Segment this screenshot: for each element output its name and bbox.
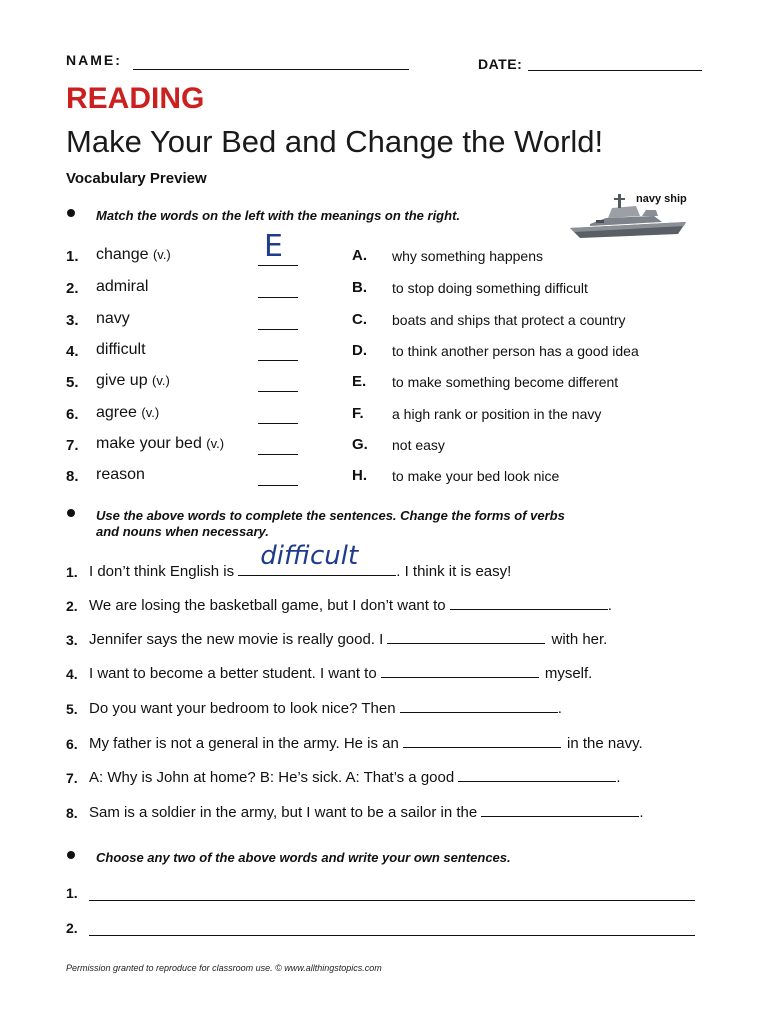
vocab-number: 1. bbox=[66, 248, 79, 265]
image-label: navy ship bbox=[636, 193, 687, 205]
sentence-text-before: Do you want your bedroom to look nice? Then bbox=[89, 700, 396, 717]
sentence-text-after: . bbox=[639, 804, 644, 821]
meaning-text: boats and ships that protect a country bbox=[392, 312, 626, 328]
part-of-speech: (v.) bbox=[152, 373, 170, 388]
sentence bbox=[89, 700, 562, 717]
vocab-word-text: agree bbox=[96, 404, 137, 421]
bullet-icon bbox=[67, 509, 75, 517]
vocab-word-text: change bbox=[96, 246, 149, 263]
own-sentence-line[interactable] bbox=[89, 900, 695, 901]
sentence-text-before: I want to become a better student. I want to bbox=[89, 665, 377, 682]
vocab-number: 6. bbox=[66, 406, 79, 423]
part1-instruction: Match the words on the left with the meanings on the right. bbox=[96, 208, 461, 223]
vocab-number: 7. bbox=[66, 437, 79, 454]
meaning-letter: H. bbox=[352, 467, 367, 484]
sentence-text-after: . I think it is easy! bbox=[396, 563, 512, 580]
vocab-word bbox=[96, 278, 148, 296]
meaning-text: to think another person has a good idea bbox=[392, 343, 639, 359]
footer: Permission granted to reproduce for classroom use. © www.allthingstopics.com bbox=[66, 963, 382, 973]
own-sentence-number: 1. bbox=[66, 885, 78, 901]
sentence-text-after: with her. bbox=[551, 631, 608, 648]
answer-blank[interactable] bbox=[450, 597, 608, 610]
answer-blank[interactable] bbox=[258, 454, 298, 455]
sentence-text-before: Sam is a soldier in the army, but I want to be a sailor in the bbox=[89, 804, 478, 821]
sentence-text-after: in the navy. bbox=[567, 735, 643, 752]
vocab-word bbox=[96, 372, 170, 390]
date-field[interactable] bbox=[528, 70, 702, 71]
sentence bbox=[89, 804, 644, 821]
sentence-number: 7. bbox=[66, 770, 78, 786]
meaning-text: to make your bed look nice bbox=[392, 468, 560, 484]
answer-blank[interactable] bbox=[258, 391, 298, 392]
vocab-word bbox=[96, 466, 145, 484]
answer-blank[interactable] bbox=[381, 665, 539, 678]
sentence-text-before: A: Why is John at home? B: He’s sick. A: That’s a good bbox=[89, 769, 455, 786]
sentence-number: 8. bbox=[66, 805, 78, 821]
sentence bbox=[89, 665, 592, 682]
sentence-text-after: myself. bbox=[544, 665, 593, 682]
sentence-text-before: We are losing the basketball game, but I don’t want to bbox=[89, 597, 446, 614]
answer-blank[interactable] bbox=[258, 265, 298, 266]
vocab-word-text: give up bbox=[96, 372, 148, 389]
sentence-text-before: I don’t think English is bbox=[89, 563, 235, 580]
answer-blank[interactable] bbox=[481, 804, 639, 817]
sentence-text-after: . bbox=[607, 597, 612, 614]
sentence bbox=[89, 631, 607, 648]
vocab-word-text: difficult bbox=[96, 341, 146, 358]
name-label: NAME: bbox=[66, 52, 122, 68]
sentence-text-before: Jennifer says the new movie is really good. I bbox=[89, 631, 384, 648]
part2-instruction-line1: Use the above words to complete the sentences. Change the forms of verbs bbox=[96, 508, 565, 523]
meaning-letter: F. bbox=[352, 405, 364, 422]
sentence-number: 4. bbox=[66, 666, 78, 682]
meaning-text: not easy bbox=[392, 437, 445, 453]
answer-blank[interactable] bbox=[258, 360, 298, 361]
meaning-letter: E. bbox=[352, 373, 367, 390]
meaning-letter: B. bbox=[352, 279, 367, 296]
page-title: Make Your Bed and Change the World! bbox=[66, 124, 604, 159]
part-of-speech: (v.) bbox=[141, 405, 160, 420]
part3-instruction: Choose any two of the above words and write your own sentences. bbox=[96, 850, 511, 865]
handwritten-answer: E bbox=[264, 229, 283, 264]
own-sentence-number: 2. bbox=[66, 920, 78, 936]
sentence-number: 1. bbox=[66, 564, 78, 580]
vocab-word bbox=[96, 404, 159, 422]
sentence bbox=[89, 597, 612, 614]
meaning-text: to make something become different bbox=[392, 374, 619, 390]
meaning-letter: G. bbox=[352, 436, 368, 453]
sentence-number: 6. bbox=[66, 736, 78, 752]
sentence bbox=[89, 735, 643, 752]
vocab-word-text: admiral bbox=[96, 278, 149, 295]
sentence-text-before: My father is not a general in the army. He is an bbox=[89, 735, 399, 752]
sentence-text-after: . bbox=[616, 769, 621, 786]
answer-blank[interactable] bbox=[258, 485, 298, 486]
sentence-number: 2. bbox=[66, 598, 78, 614]
vocab-number: 4. bbox=[66, 343, 79, 360]
sentence-text-after: . bbox=[557, 700, 562, 717]
part-of-speech: (v.) bbox=[152, 247, 171, 262]
sentence-number: 5. bbox=[66, 701, 78, 717]
meaning-letter: C. bbox=[352, 311, 367, 328]
section-label: READING bbox=[66, 82, 205, 115]
vocab-word-text: reason bbox=[96, 466, 145, 483]
meaning-letter: D. bbox=[352, 342, 367, 359]
bullet-icon bbox=[67, 209, 75, 217]
vocab-word bbox=[96, 310, 130, 328]
meaning-letter: A. bbox=[352, 247, 367, 264]
meaning-text: a high rank or position in the navy bbox=[392, 406, 602, 422]
sentence bbox=[89, 769, 621, 786]
part2-instruction-line2: and nouns when necessary. bbox=[96, 524, 269, 539]
answer-blank[interactable] bbox=[403, 735, 561, 748]
answer-blank[interactable] bbox=[258, 297, 298, 298]
vocab-word-text: make your bed bbox=[96, 435, 202, 452]
answer-blank[interactable] bbox=[387, 631, 545, 644]
vocab-word bbox=[96, 341, 146, 359]
vocab-word bbox=[96, 246, 171, 264]
answer-blank[interactable] bbox=[238, 541, 396, 576]
own-sentence-line[interactable] bbox=[89, 935, 695, 936]
date-label: DATE: bbox=[478, 56, 523, 72]
answer-blank[interactable] bbox=[258, 423, 298, 424]
vocab-number: 8. bbox=[66, 468, 79, 485]
handwritten-answer: difficult bbox=[260, 541, 359, 571]
sentence bbox=[89, 541, 512, 580]
bullet-icon bbox=[67, 851, 75, 859]
sentence-number: 3. bbox=[66, 632, 78, 648]
subheading: Vocabulary Preview bbox=[66, 170, 207, 187]
meaning-text: to stop doing something difficult bbox=[392, 280, 588, 296]
meaning-text: why something happens bbox=[392, 248, 543, 264]
answer-blank[interactable] bbox=[458, 769, 616, 782]
vocab-number: 5. bbox=[66, 374, 79, 391]
vocab-number: 3. bbox=[66, 312, 79, 329]
vocab-word-text: navy bbox=[96, 310, 130, 327]
part-of-speech: (v.) bbox=[206, 436, 225, 451]
vocab-word bbox=[96, 435, 224, 453]
answer-blank[interactable] bbox=[258, 329, 298, 330]
name-field[interactable] bbox=[133, 69, 409, 70]
vocab-number: 2. bbox=[66, 280, 79, 297]
answer-blank[interactable] bbox=[400, 700, 558, 713]
